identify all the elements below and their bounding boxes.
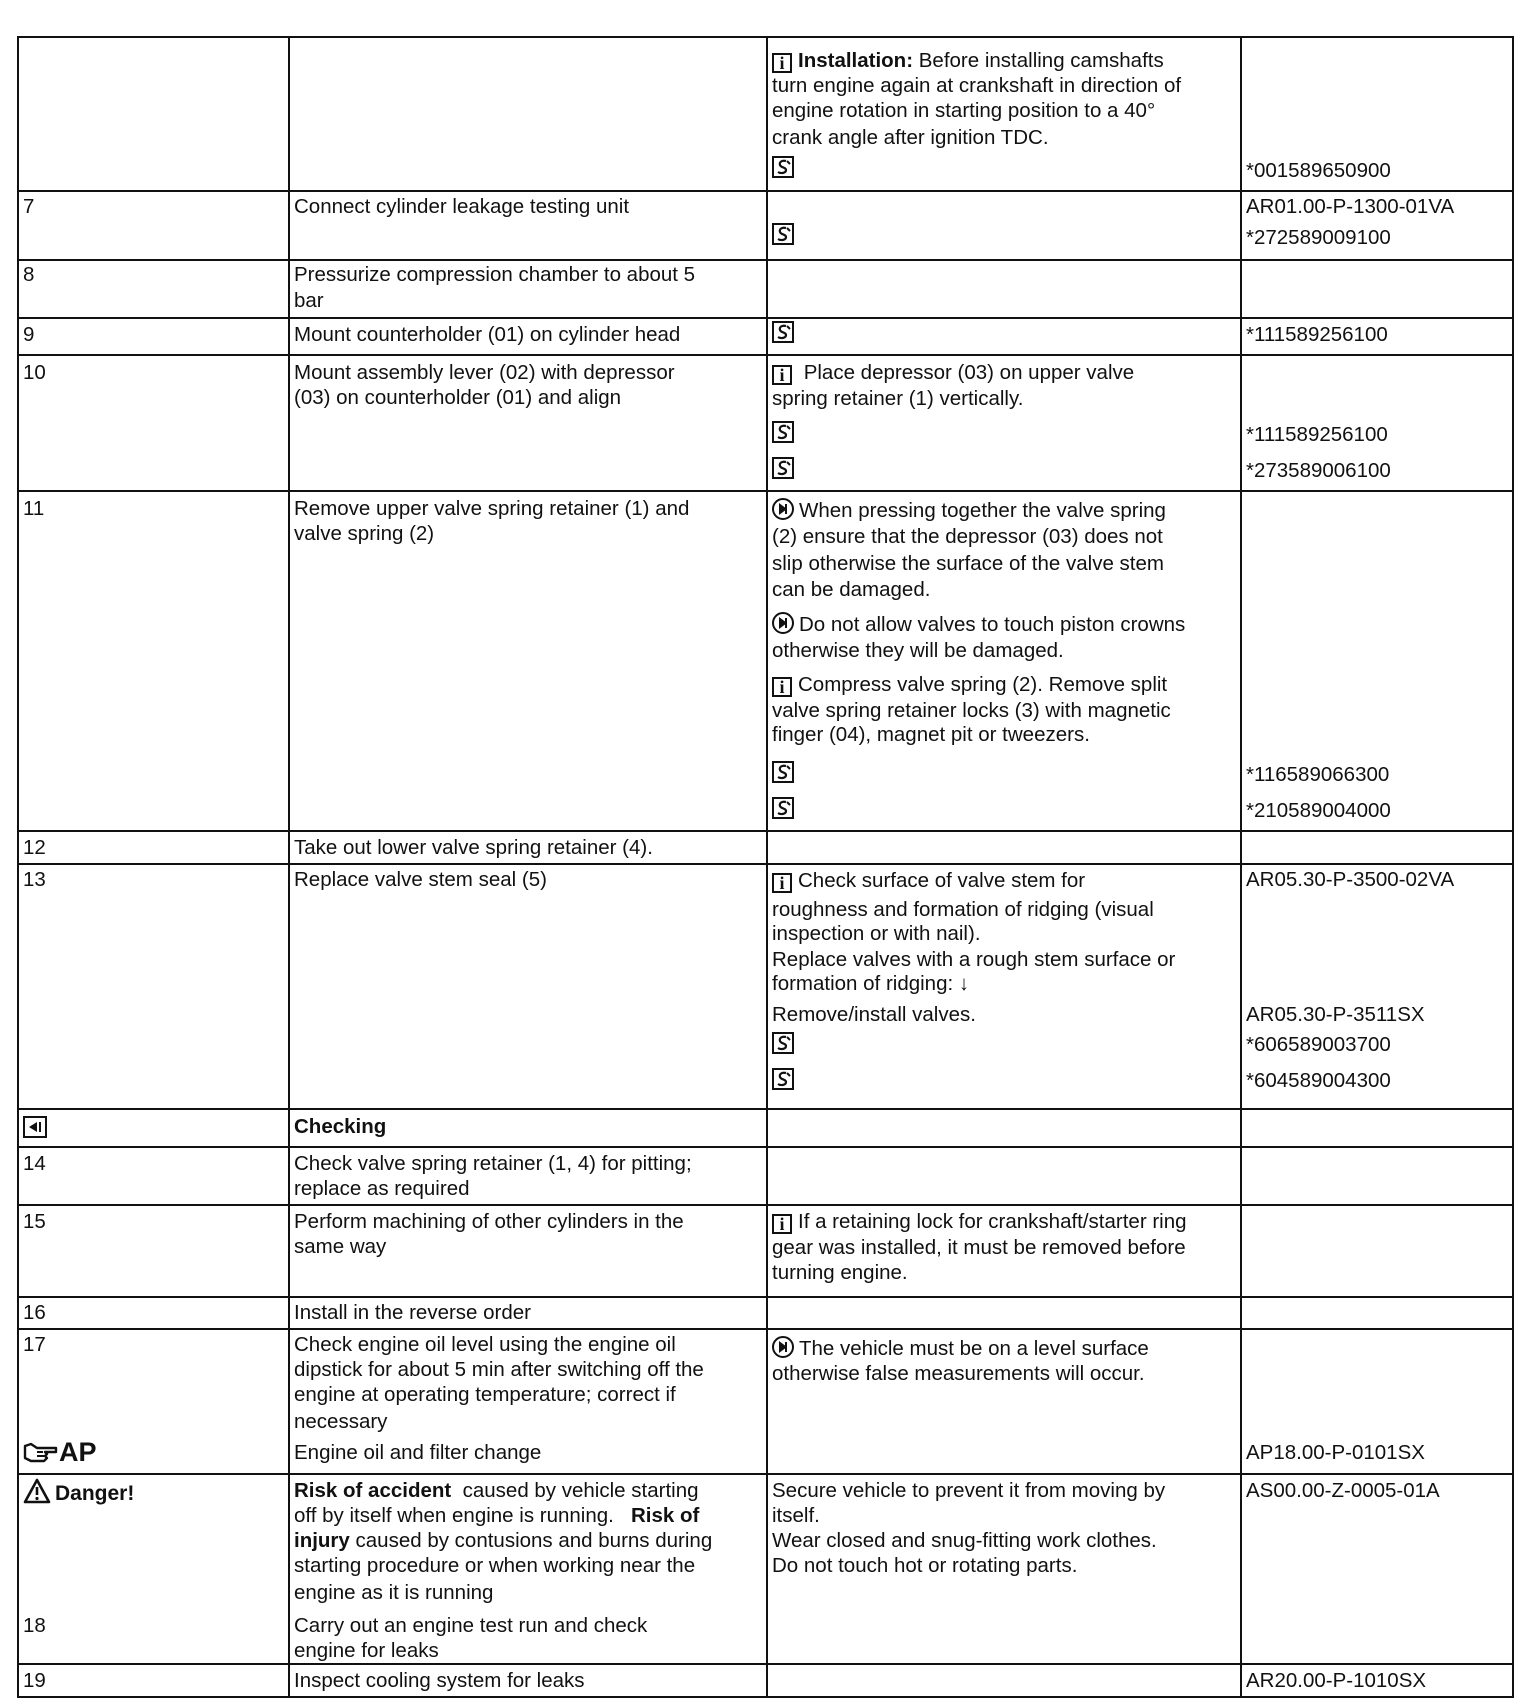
step-number: 9 bbox=[23, 323, 35, 346]
danger-label: Danger! bbox=[55, 1482, 135, 1505]
step-action: Take out lower valve spring retainer (4). bbox=[294, 836, 653, 859]
step-action: Replace valve stem seal (5) bbox=[294, 868, 547, 891]
caution-icon bbox=[772, 1336, 794, 1358]
step-number: 8 bbox=[23, 263, 35, 286]
note-line: The vehicle must be on a level surface bbox=[799, 1337, 1149, 1360]
step-action: Check engine oil level using the engine oil bbox=[294, 1333, 676, 1356]
step-action: Carry out an engine test run and check bbox=[294, 1614, 648, 1637]
note-line: Place depressor (03) on upper valve bbox=[798, 361, 1135, 384]
step-number: 10 bbox=[23, 361, 46, 384]
tool-ref: *273589006100 bbox=[1246, 459, 1391, 482]
note-line: engine rotation in starting position to a 40° bbox=[772, 99, 1156, 122]
step-action: Perform machining of other cylinders in the bbox=[294, 1210, 684, 1233]
note-line: turning engine. bbox=[772, 1261, 908, 1284]
note-line: (2) ensure that the depressor (03) does not bbox=[772, 525, 1163, 548]
step-number: 14 bbox=[23, 1152, 46, 1175]
danger-line bbox=[294, 1503, 699, 1528]
step-number: 13 bbox=[23, 868, 46, 891]
info-icon: i bbox=[772, 365, 792, 385]
ap-label: AP bbox=[59, 1437, 97, 1467]
step-action: replace as required bbox=[294, 1177, 470, 1200]
note-line: roughness and formation of ridging (visual bbox=[772, 898, 1154, 921]
special-tool-icon bbox=[772, 796, 794, 821]
note-line: Replace valves with a rough stem surface or bbox=[772, 948, 1176, 971]
caution-icon bbox=[772, 612, 794, 634]
info-note bbox=[772, 672, 1167, 697]
step-number: 17 bbox=[23, 1333, 46, 1356]
installation-label: Installation: bbox=[798, 49, 914, 72]
step-action: engine for leaks bbox=[294, 1639, 439, 1662]
note-line: Wear closed and snug-fitting work clothes. bbox=[772, 1529, 1157, 1552]
special-tool-icon bbox=[772, 155, 794, 180]
step-action: Mount assembly lever (02) with depressor bbox=[294, 361, 675, 384]
remove-install-link-text: Remove/install valves. bbox=[772, 1003, 976, 1026]
tool-ref: *116589066300 bbox=[1246, 763, 1390, 786]
step-action: dipstick for about 5 min after switching off the bbox=[294, 1358, 704, 1381]
danger-text: engine as it is running bbox=[294, 1581, 494, 1604]
note-line: crank angle after ignition TDC. bbox=[772, 126, 1049, 149]
step-action: Mount counterholder (01) on cylinder head bbox=[294, 323, 681, 346]
step-number: 15 bbox=[23, 1210, 46, 1233]
warning-triangle-icon bbox=[23, 1478, 51, 1504]
danger-text: caused by vehicle starting bbox=[451, 1479, 699, 1502]
danger-text: starting procedure or when working near the bbox=[294, 1554, 696, 1577]
risk-injury-label: Risk of bbox=[630, 1504, 700, 1527]
info-icon: i bbox=[772, 873, 792, 893]
note-line: finger (04), magnet pit or tweezers. bbox=[772, 723, 1090, 746]
note-line: itself. bbox=[772, 1504, 820, 1527]
tool-ref: *111589256100 bbox=[1246, 323, 1388, 346]
step-action: necessary bbox=[294, 1410, 388, 1433]
special-tool-icon bbox=[772, 1067, 794, 1092]
procedure-table bbox=[17, 36, 1514, 1698]
step-action: (03) on counterholder (01) and align bbox=[294, 386, 622, 409]
info-icon: i bbox=[772, 1214, 792, 1234]
note-line: formation of ridging: ↓ bbox=[772, 972, 970, 995]
step-number: 16 bbox=[23, 1301, 46, 1324]
info-note bbox=[772, 1209, 1187, 1234]
note-line: Before installing camshafts bbox=[913, 49, 1164, 72]
danger-text: caused by contusions and burns during bbox=[349, 1529, 713, 1552]
note-line: can be damaged. bbox=[772, 578, 931, 601]
danger-text: off by itself when engine is running. bbox=[294, 1504, 631, 1527]
note-line: Do not touch hot or rotating parts. bbox=[772, 1554, 1078, 1577]
checking-icon bbox=[23, 1115, 47, 1140]
note-line: gear was installed, it must be removed before bbox=[772, 1236, 1186, 1259]
document-ref: AR05.30-P-3511SX bbox=[1246, 1003, 1425, 1026]
step-action: Remove upper valve spring retainer (1) and bbox=[294, 497, 690, 520]
step-action: same way bbox=[294, 1235, 387, 1258]
step-action: Install in the reverse order bbox=[294, 1301, 532, 1324]
step-action: Inspect cooling system for leaks bbox=[294, 1669, 585, 1692]
step-number: 18 bbox=[23, 1614, 46, 1637]
risk-accident-label: Risk of accident bbox=[294, 1479, 452, 1502]
checking-heading: Checking bbox=[294, 1115, 387, 1138]
danger-marker bbox=[23, 1478, 134, 1506]
info-icon: i bbox=[772, 677, 792, 697]
ap-marker bbox=[23, 1437, 97, 1467]
document-ref: AP18.00-P-0101SX bbox=[1246, 1441, 1425, 1464]
tool-ref: *272589009100 bbox=[1246, 226, 1391, 249]
tool-ref: *606589003700 bbox=[1246, 1033, 1391, 1056]
document-ref: AS00.00-Z-0005-01A bbox=[1246, 1479, 1440, 1502]
step-action: Check valve spring retainer (1, 4) for pitting; bbox=[294, 1152, 692, 1175]
step-number: 11 bbox=[23, 497, 45, 520]
note-line: Check surface of valve stem for bbox=[798, 869, 1086, 892]
note-line: If a retaining lock for crankshaft/starter ring bbox=[798, 1210, 1187, 1233]
step-action: Connect cylinder leakage testing unit bbox=[294, 195, 630, 218]
special-tool-icon bbox=[772, 456, 794, 481]
caution-note bbox=[772, 612, 1185, 637]
special-tool-icon bbox=[772, 1031, 794, 1056]
step-number: 12 bbox=[23, 836, 46, 859]
pointing-hand-icon bbox=[23, 1440, 59, 1464]
special-tool-icon bbox=[772, 420, 794, 445]
note-line: otherwise they will be damaged. bbox=[772, 639, 1064, 662]
tool-ref: *001589650900 bbox=[1246, 159, 1391, 182]
note-line: Compress valve spring (2). Remove split bbox=[798, 673, 1168, 696]
step-action: engine at operating temperature; correct if bbox=[294, 1383, 676, 1406]
note-line: slip otherwise the surface of the valve stem bbox=[772, 552, 1164, 575]
step-action: valve spring (2) bbox=[294, 522, 435, 545]
caution-note bbox=[772, 1336, 1149, 1361]
note-line: turn engine again at crankshaft in direction of bbox=[772, 74, 1182, 97]
note-line: valve spring retainer locks (3) with magnetic bbox=[772, 699, 1171, 722]
info-note bbox=[772, 360, 1134, 385]
step-number: 19 bbox=[23, 1669, 46, 1692]
danger-line bbox=[294, 1478, 699, 1503]
step-action: Pressurize compression chamber to about 5 bbox=[294, 263, 696, 286]
special-tool-icon bbox=[772, 760, 794, 785]
note-line: When pressing together the valve spring bbox=[799, 499, 1166, 522]
caution-note bbox=[772, 498, 1166, 523]
risk-injury-label: injury bbox=[294, 1529, 350, 1552]
special-tool-icon bbox=[772, 320, 794, 345]
step-action: bar bbox=[294, 289, 324, 312]
special-tool-icon bbox=[772, 222, 794, 247]
note-line: Do not allow valves to touch piston crowns bbox=[799, 613, 1186, 636]
document-ref: AR20.00-P-1010SX bbox=[1246, 1669, 1427, 1692]
info-note bbox=[772, 868, 1085, 893]
tool-ref: *604589004300 bbox=[1246, 1069, 1391, 1092]
note-line: inspection or with nail). bbox=[772, 922, 981, 945]
tool-ref: *111589256100 bbox=[1246, 423, 1388, 446]
tool-ref: *210589004000 bbox=[1246, 799, 1391, 822]
caution-icon bbox=[772, 498, 794, 520]
note-line: spring retainer (1) vertically. bbox=[772, 387, 1024, 410]
installation-note bbox=[772, 48, 1164, 73]
document-ref: AR01.00-P-1300-01VA bbox=[1246, 195, 1455, 218]
note-line: otherwise false measurements will occur. bbox=[772, 1362, 1145, 1385]
note-line: Secure vehicle to prevent it from moving by bbox=[772, 1479, 1166, 1502]
danger-line bbox=[294, 1528, 712, 1553]
step-number: 7 bbox=[23, 195, 35, 218]
info-icon: i bbox=[772, 53, 792, 73]
document-ref: AR05.30-P-3500-02VA bbox=[1246, 868, 1455, 891]
step-action: Engine oil and filter change bbox=[294, 1441, 542, 1464]
